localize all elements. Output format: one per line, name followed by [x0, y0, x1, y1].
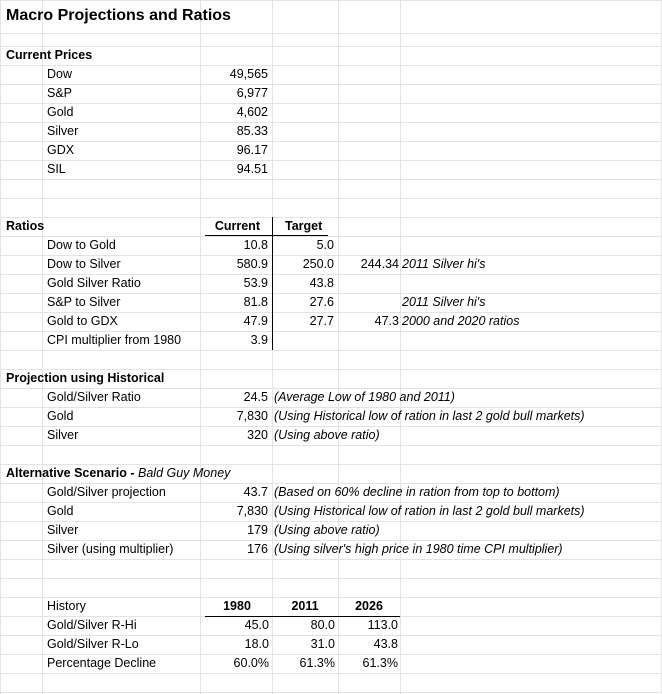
grid-row-line	[0, 179, 662, 180]
ratios-col-target: Target	[285, 219, 323, 233]
price-label[interactable]: SIL	[47, 162, 66, 176]
ratio-current[interactable]: 53.9	[243, 276, 268, 290]
historical-note[interactable]: (Using Historical low of ration in last 2 gold bull markets)	[274, 409, 585, 423]
grid-row-line	[0, 103, 662, 104]
alternative-value[interactable]: 179	[247, 523, 268, 537]
historical-note[interactable]: (Average Low of 1980 and 2011)	[274, 390, 455, 404]
ratio-label[interactable]: Dow to Silver	[47, 257, 121, 271]
grid-row-line	[0, 217, 662, 218]
history-value[interactable]: 80.0	[310, 618, 335, 632]
page-title: Macro Projections and Ratios	[6, 7, 231, 24]
alternative-note[interactable]: (Using above ratio)	[274, 523, 380, 537]
ratio-label[interactable]: S&P to Silver	[47, 295, 121, 309]
price-value[interactable]: 49,565	[229, 67, 268, 81]
price-value[interactable]: 6,977	[236, 86, 268, 100]
history-value[interactable]: 61.3%	[299, 656, 335, 670]
ratio-label[interactable]: CPI multiplier from 1980	[47, 333, 182, 347]
grid-row-line	[0, 84, 662, 85]
alternative-note[interactable]: (Based on 60% decline in ration from top to bottom)	[274, 485, 560, 499]
ratio-label[interactable]: Dow to Gold	[47, 238, 116, 252]
ratio-current[interactable]: 10.8	[243, 238, 268, 252]
ratio-current[interactable]: 47.9	[243, 314, 268, 328]
historical-label[interactable]: Silver	[47, 428, 79, 442]
alternative-label[interactable]: Silver	[47, 523, 79, 537]
alternative-note[interactable]: (Using Historical low of ration in last 2 gold bull markets)	[274, 504, 585, 518]
history-value[interactable]: 61.3%	[362, 656, 398, 670]
ratio-note[interactable]: 2000 and 2020 ratios	[402, 314, 520, 328]
grid-row-line	[0, 122, 662, 123]
ratio-target[interactable]: 27.7	[309, 314, 334, 328]
history-value[interactable]: 113.0	[367, 618, 398, 632]
grid-column-line	[42, 0, 43, 694]
history-label[interactable]: Gold/Silver R-Lo	[47, 637, 139, 651]
history-value[interactable]: 60.0%	[233, 656, 269, 670]
ratio-target[interactable]: 43.8	[309, 276, 334, 290]
price-value[interactable]: 4,602	[236, 105, 268, 119]
grid-row-line	[0, 198, 662, 199]
grid-row-line	[0, 33, 662, 34]
ratio-note[interactable]: 2011 Silver hi's	[402, 295, 486, 309]
grid-row-line	[0, 65, 662, 66]
history-year: 2026	[355, 599, 383, 613]
historical-value[interactable]: 7,830	[236, 409, 268, 423]
grid-row-line	[0, 559, 662, 560]
alternative-value[interactable]: 43.7	[243, 485, 268, 499]
grid-column-line	[400, 0, 401, 694]
current-prices-heading: Current Prices	[6, 48, 93, 62]
history-value[interactable]: 45.0	[244, 618, 269, 632]
ratio-target[interactable]: 250.0	[302, 257, 334, 271]
ratio-target[interactable]: 27.6	[309, 295, 334, 309]
grid-row-line	[0, 578, 662, 579]
history-label[interactable]: Percentage Decline	[47, 656, 157, 670]
ratio-current[interactable]: 3.9	[250, 333, 268, 347]
historical-label[interactable]: Gold	[47, 409, 74, 423]
alternative-value[interactable]: 176	[247, 542, 268, 556]
ratio-extra[interactable]: 244.34	[360, 257, 399, 271]
alternative-note[interactable]: (Using silver's high price in 1980 time CPI multiplier)	[274, 542, 563, 556]
price-label[interactable]: S&P	[47, 86, 73, 100]
price-label[interactable]: GDX	[47, 143, 75, 157]
price-value[interactable]: 94.51	[236, 162, 268, 176]
history-year: 1980	[223, 599, 251, 613]
history-value[interactable]: 43.8	[373, 637, 398, 651]
historical-note[interactable]: (Using above ratio)	[274, 428, 380, 442]
history-label[interactable]: Gold/Silver R-Hi	[47, 618, 137, 632]
alternative-heading	[6, 464, 230, 483]
alternative-heading-text: Alternative Scenario -	[6, 466, 138, 480]
price-value[interactable]: 85.33	[236, 124, 268, 138]
price-label[interactable]: Gold	[47, 105, 74, 119]
alternative-label[interactable]: Silver (using multiplier)	[47, 542, 174, 556]
price-value[interactable]: 96.17	[236, 143, 268, 157]
history-value[interactable]: 31.0	[310, 637, 335, 651]
grid-column-line	[0, 0, 1, 694]
ratio-label[interactable]: Gold Silver Ratio	[47, 276, 141, 290]
ratio-current[interactable]: 81.8	[243, 295, 268, 309]
ratio-target[interactable]: 5.0	[316, 238, 334, 252]
historical-label[interactable]: Gold/Silver Ratio	[47, 390, 141, 404]
alternative-heading-italic: Bald Guy Money	[138, 466, 231, 480]
grid-row-line	[0, 445, 662, 446]
ratio-note[interactable]: 2011 Silver hi's	[402, 257, 486, 271]
grid-row-line	[0, 673, 662, 674]
historical-heading: Projection using Historical	[6, 371, 165, 385]
grid-row-line	[0, 46, 662, 47]
ratios-column-divider	[272, 217, 273, 350]
ratio-label[interactable]: Gold to GDX	[47, 314, 118, 328]
ratio-extra[interactable]: 47.3	[374, 314, 399, 328]
ratios-col-current: Current	[214, 219, 260, 233]
grid-row-line	[0, 692, 662, 693]
history-year: 2011	[291, 599, 319, 613]
price-label[interactable]: Dow	[47, 67, 73, 81]
grid-row-line	[0, 141, 662, 142]
historical-value[interactable]: 320	[247, 428, 268, 442]
alternative-label[interactable]: Gold	[47, 504, 74, 518]
grid-row-line	[0, 350, 662, 351]
alternative-value[interactable]: 7,830	[236, 504, 268, 518]
history-value[interactable]: 18.0	[244, 637, 269, 651]
historical-value[interactable]: 24.5	[243, 390, 268, 404]
grid-row-line	[0, 160, 662, 161]
ratios-heading: Ratios	[6, 219, 45, 233]
grid-column-line	[338, 0, 339, 694]
alternative-label[interactable]: Gold/Silver projection	[47, 485, 166, 499]
ratio-current[interactable]: 580.9	[236, 257, 268, 271]
price-label[interactable]: Silver	[47, 124, 79, 138]
history-heading: History	[47, 599, 86, 613]
